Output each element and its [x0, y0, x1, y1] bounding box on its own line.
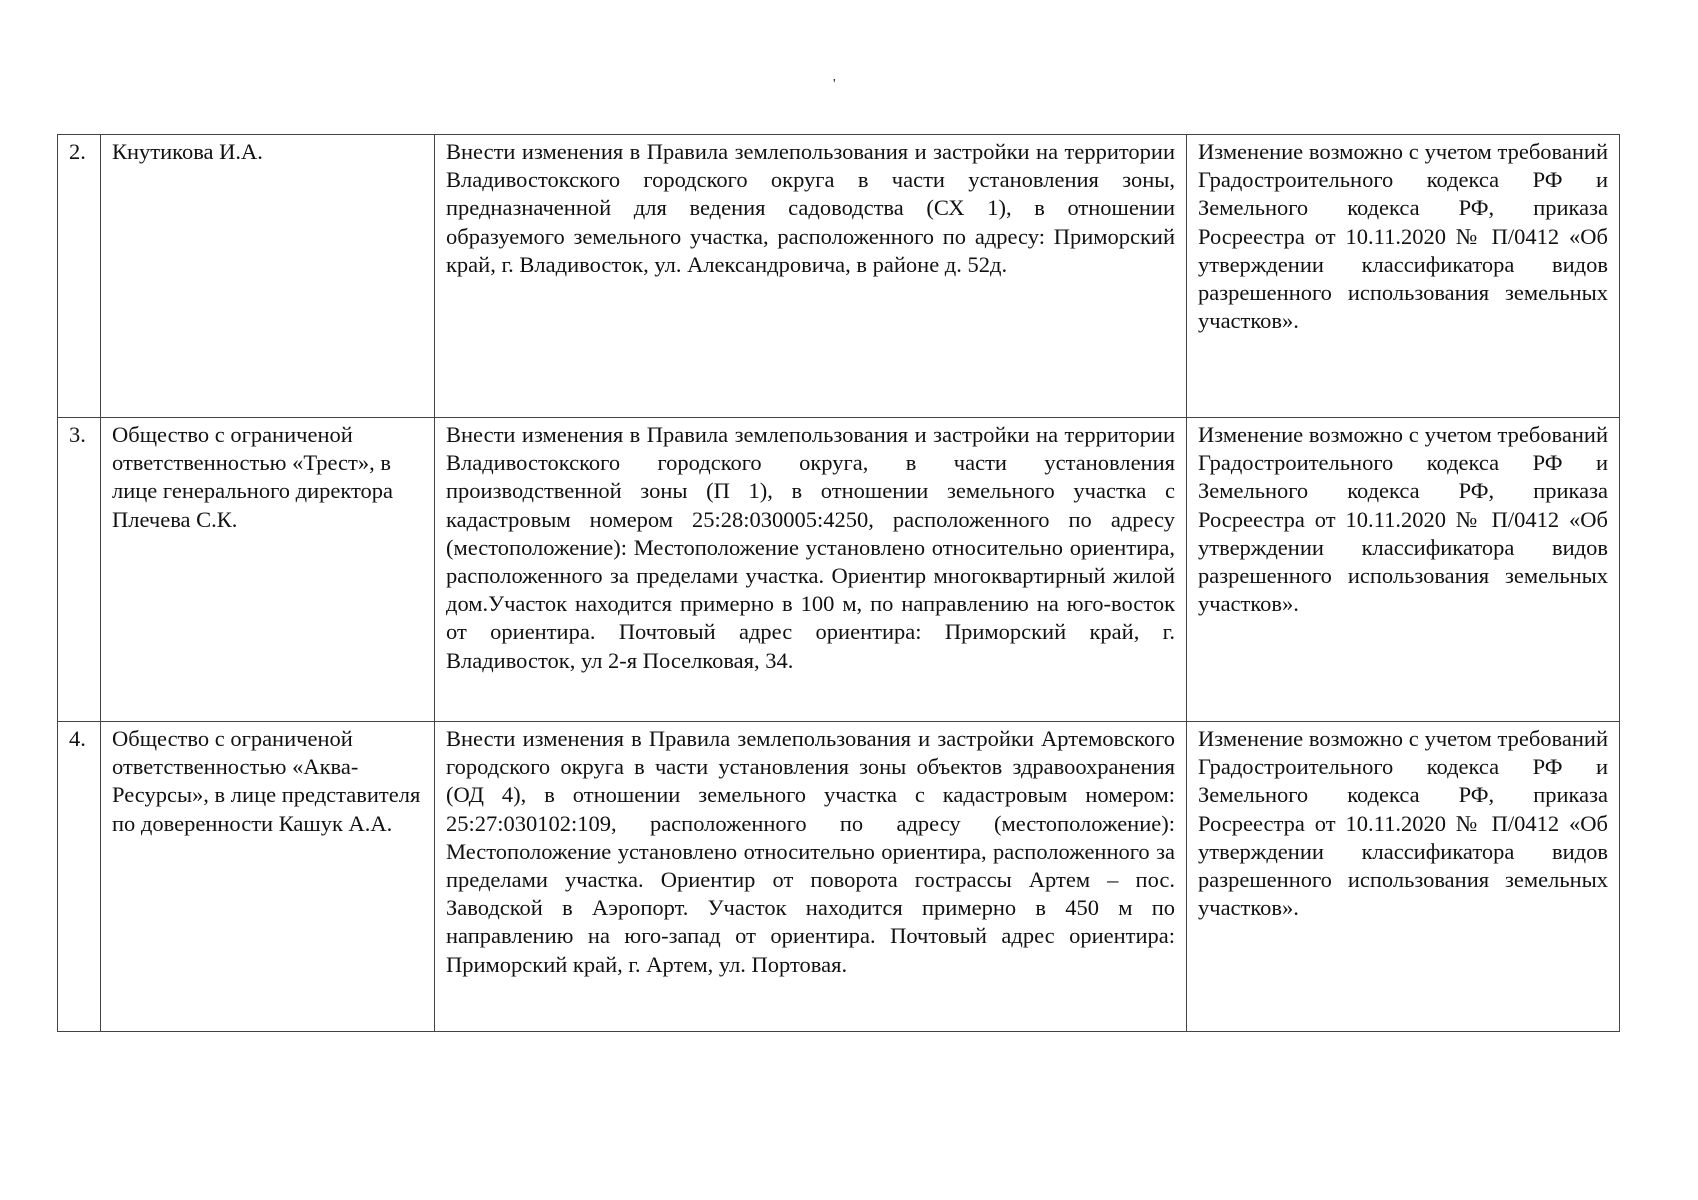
row-number: 2.	[58, 135, 101, 418]
page-mark: '	[833, 77, 836, 92]
proposal-cell: Внести изменения в Правила землепользования и застройки Артемовского городского округа в части установления зоны объектов здравоохранения (ОД 4), в отношении земельного участка с кадастровым номером: 25:27:030102:109, расположенного по адресу (местоположение): Местоположение установлено относительно ориентира, расположенного за пределами участка. Ориентир от поворота гострассы Артем – пос. Заводской в Аэропорт. Участок находится примерно в 450 м по направлению на юго-запад от ориентира. Почтовый адрес ориентира: Приморский край, г. Артем, ул. Портовая.	[435, 722, 1187, 1032]
table-row	[58, 722, 1620, 1032]
table-row	[58, 418, 1620, 722]
applicant-cell: Общество с ограниченой ответственностью «Аква-Ресурсы», в лице представителя по доверенности Кашук А.А.	[101, 722, 435, 1032]
proposal-cell: Внести изменения в Правила землепользования и застройки на территории Владивостокского городского округа, в части установления производственной зоны (П 1), в отношении земельного участка с кадастровым номером 25:28:030005:4250, расположенного по адресу (местоположение): Местоположение установлено относительно ориентира, расположенного за пределами участка. Ориентир многоквартирный жилой дом.Участок находится примерно в 100 м, по направлению на юго-восток от ориентира. Почтовый адрес ориентира: Приморский край, г. Владивосток, ул 2-я Поселковая, 34.	[435, 418, 1187, 722]
table-row	[58, 135, 1620, 418]
applicant-cell: Кнутикова И.А.	[101, 135, 435, 418]
proposal-cell: Внести изменения в Правила землепользования и застройки на территории Владивостокского городского округа в части установления зоны, предназначенной для ведения садоводства (СХ 1), в отношении образуемого земельного участка, расположенного по адресу: Приморский край, г. Владивосток, ул. Александровича, в районе д. 52д.	[435, 135, 1187, 418]
conclusion-cell: Изменение возможно с учетом требований Градостроительного кодекса РФ и Земельного кодекса РФ, приказа Росреестра от 10.11.2020 № П/0412 «Об утверждении классификатора видов разрешенного использования земельных участков».	[1187, 418, 1620, 722]
conclusion-cell: Изменение возможно с учетом требований Градостроительного кодекса РФ и Земельного кодекса РФ, приказа Росреестра от 10.11.2020 № П/0412 «Об утверждении классификатора видов разрешенного использования земельных участков».	[1187, 135, 1620, 418]
row-number: 3.	[58, 418, 101, 722]
proposals-table	[57, 134, 1620, 1032]
conclusion-cell: Изменение возможно с учетом требований Градостроительного кодекса РФ и Земельного кодекса РФ, приказа Росреестра от 10.11.2020 № П/0412 «Об утверждении классификатора видов разрешенного использования земельных участков».	[1187, 722, 1620, 1032]
row-number: 4.	[58, 722, 101, 1032]
applicant-cell: Общество с ограниченой ответственностью «Трест», в лице генерального директора Плечева С.К.	[101, 418, 435, 722]
